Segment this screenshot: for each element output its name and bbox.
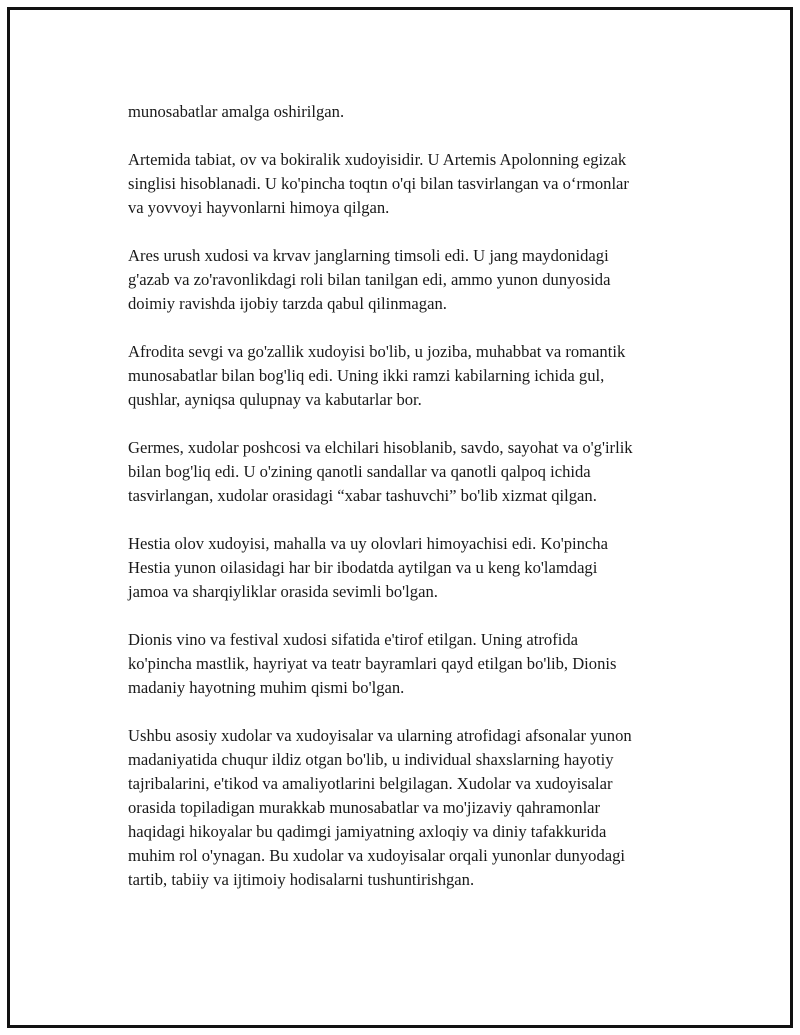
text-line: Dionis vino va festival xudosi sifatida e'tirof etilgan. Uning atrofida bbox=[128, 630, 579, 649]
text-line: munosabatlar bilan bog'liq edi. Uning ikki ramzi kabilarning ichida gul, bbox=[128, 366, 605, 385]
text-line: munosabatlar amalga oshirilgan. bbox=[128, 102, 345, 121]
text-line: ko'pincha mastlik, hayriyat va teatr bayramlari qayd etilgan bo'lib, Dionis bbox=[128, 654, 617, 673]
text-line: va yovvoyi hayvonlarni himoya qilgan. bbox=[128, 198, 390, 217]
paragraph-afrodita bbox=[128, 340, 698, 412]
text-line: Ushbu asosiy xudolar va xudoyisalar va ularning atrofidagi afsonalar yunon bbox=[128, 726, 632, 745]
text-line: madaniy hayotning muhim qismi bo'lgan. bbox=[128, 678, 405, 697]
paragraph-hestia bbox=[128, 532, 698, 604]
text-line: tajribalarini, e'tikod va amaliyotlarini belgilagan. Xudolar va xudoyisalar bbox=[128, 774, 613, 793]
text-line: orasida topiladigan murakkab munosabatlar va mo'jizaviy qahramonlar bbox=[128, 798, 601, 817]
text-line: bilan bog'liq edi. U o'zining qanotli sandallar va qanotli qalpoq ichida bbox=[128, 462, 591, 481]
text-line: jamoa va sharqiyliklar orasida sevimli bo'lgan. bbox=[128, 582, 438, 601]
text-line: Afrodita sevgi va go'zallik xudoyisi bo'lib, u joziba, muhabbat va romantik bbox=[128, 342, 626, 361]
text-line: madaniyatida chuqur ildiz otgan bo'lib, u individual shaxslarning hayotiy bbox=[128, 750, 614, 769]
text-line: qushlar, ayniqsa qulupnay va kabutarlar bor. bbox=[128, 390, 422, 409]
text-line: singlisi hisoblanadi. U ko'pincha toqtın o'qi bilan tasvirlangan va o‘rmonlar bbox=[128, 174, 629, 193]
text-line: tartib, tabiiy va ijtimoiy hodisalarni tushuntirishgan. bbox=[128, 870, 475, 889]
document-body bbox=[128, 100, 698, 916]
paragraph-artemida bbox=[128, 148, 698, 220]
text-line: haqidagi hikoyalar bu qadimgi jamiyatning axloqiy va diniy tafakkurida bbox=[128, 822, 607, 841]
text-line: muhim rol o'ynagan. Bu xudolar va xudoyisalar orqali yunonlar dunyodagi bbox=[128, 846, 626, 865]
text-line: doimiy ravishda ijobiy tarzda qabul qilinmagan. bbox=[128, 294, 447, 313]
paragraph-dionis bbox=[128, 628, 698, 700]
text-line: Ares urush xudosi va krvav janglarning timsoli edi. U jang maydonidagi bbox=[128, 246, 609, 265]
text-line: Artemida tabiat, ov va bokiralik xudoyisidir. U Artemis Apolonning egizak bbox=[128, 150, 627, 169]
paragraph-ares bbox=[128, 244, 698, 316]
paragraph-germes bbox=[128, 436, 698, 508]
paragraph-intro bbox=[128, 100, 698, 124]
text-line: Germes, xudolar poshcosi va elchilari hisoblanib, savdo, sayohat va o'g'irlik bbox=[128, 438, 633, 457]
text-line: g'azab va zo'ravonlikdagi roli bilan tanilgan edi, ammo yunon dunyosida bbox=[128, 270, 611, 289]
page-frame bbox=[7, 7, 793, 1028]
text-line: Hestia olov xudoyisi, mahalla va uy olovlari himoyachisi edi. Ko'pincha bbox=[128, 534, 608, 553]
text-line: tasvirlangan, xudolar orasidagi “xabar tashuvchi” bo'lib xizmat qilgan. bbox=[128, 486, 597, 505]
text-line: Hestia yunon oilasidagi har bir ibodatda aytilgan va u keng ko'lamdagi bbox=[128, 558, 598, 577]
paragraph-conclusion bbox=[128, 724, 698, 892]
